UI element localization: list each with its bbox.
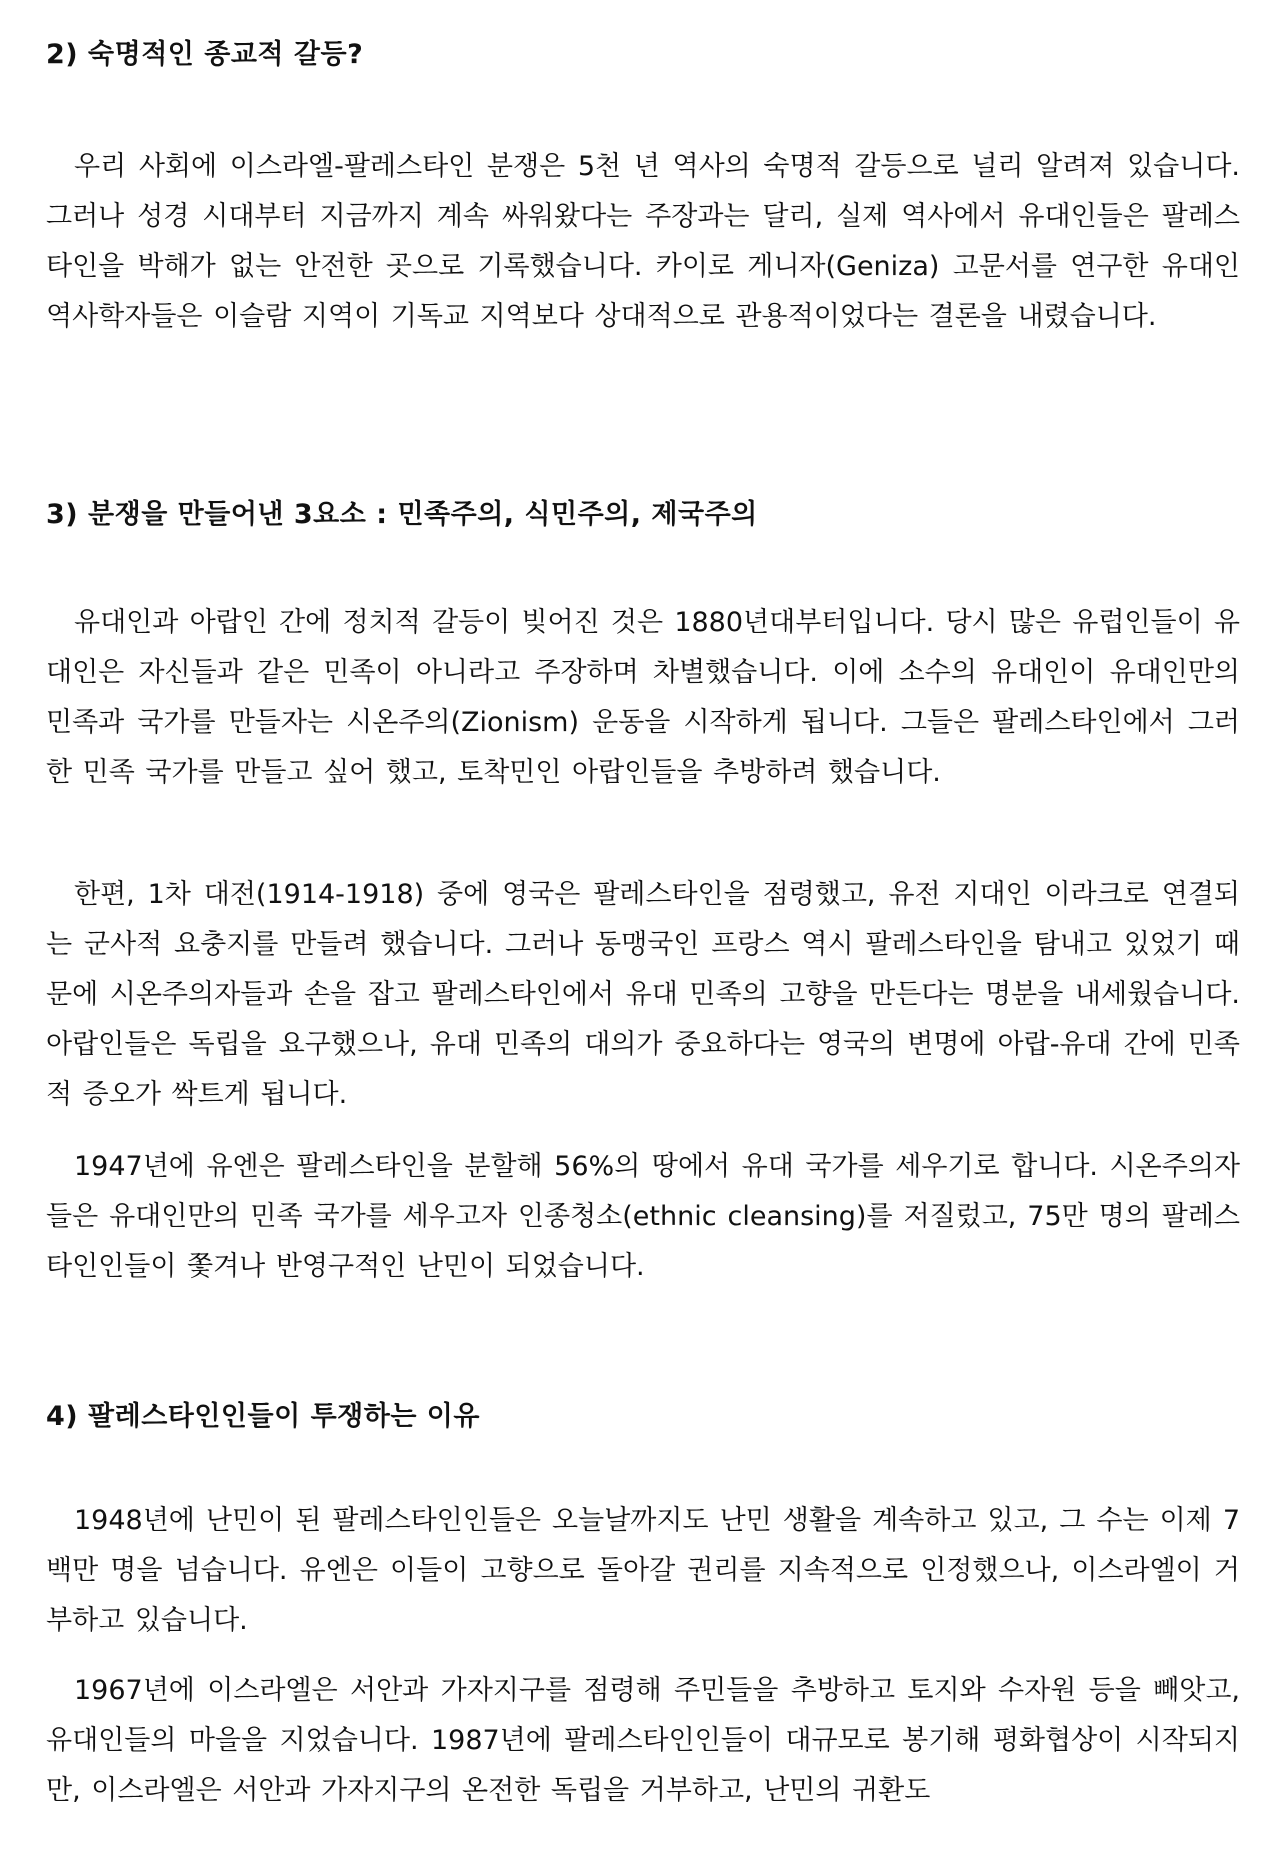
section-heading-2: 2) 숙명적인 종교적 갈등? — [46, 39, 364, 70]
section-2-paragraph-1: 우리 사회에 이스라엘-팔레스타인 분쟁은 5천 년 역사의 숙명적 갈등으로 널리 알려져 있습니다. 그러나 성경 시대부터 지금까지 계속 싸워왔다는 주장과는 달리, 실제 역사에서 유대인들은 팔레스타인을 박해가 없는 안전한 곳으로 기록했습니다. 카이로 게니자(Geniza) 고문서를 연구한 유대인 역사학자들은 이슬람 지역이 기독교 지역보다 상대적으로 관용적이었다는 결론을 내렸습니다. — [46, 151, 1240, 332]
section-heading-3: 3) 분쟁을 만들어낸 3요소 : 민족주의, 식민주의, 제국주의 — [46, 499, 758, 530]
section-3-paragraph-3: 1947년에 유엔은 팔레스타인을 분할해 56%의 땅에서 유대 국가를 세우기로 합니다. 시온주의자들은 유대인만의 민족 국가를 세우고자 인종청소(ethnic cleansing)를 저질렀고, 75만 명의 팔레스타인인들이 쫓겨나 반영구적인 난민이 되었습니다. — [46, 1151, 1240, 1282]
section-3-paragraph-1: 유대인과 아랍인 간에 정치적 갈등이 빚어진 것은 1880년대부터입니다. 당시 많은 유럽인들이 유대인은 자신들과 같은 민족이 아니라고 주장하며 차별했습니다. 이에 소수의 유대인이 유대인만의 민족과 국가를 만들자는 시온주의(Zionism) 운동을 시작하게 됩니다. 그들은 팔레스타인에서 그러한 민족 국가를 만들고 싶어 했고, 토착민인 아랍인들을 추방하려 했습니다. — [46, 607, 1240, 788]
section-heading-4: 4) 팔레스타인인들이 투쟁하는 이유 — [46, 1401, 480, 1432]
section-4-paragraph-2: 1967년에 이스라엘은 서안과 가자지구를 점령해 주민들을 추방하고 토지와 수자원 등을 빼앗고, 유대인들의 마을을 지었습니다. 1987년에 팔레스타인인들이 대규모로 봉기해 평화협상이 시작되지만, 이스라엘은 서안과 가자지구의 온전한 독립을 거부하고, 난민의 귀환도 — [46, 1675, 1240, 1806]
section-4-paragraph-1: 1948년에 난민이 된 팔레스타인인들은 오늘날까지도 난민 생활을 계속하고 있고, 그 수는 이제 7백만 명을 넘습니다. 유엔은 이들이 고향으로 돌아갈 권리를 지속적으로 인정했으나, 이스라엘이 거부하고 있습니다. — [46, 1505, 1240, 1636]
section-3-paragraph-2: 한편, 1차 대전(1914-1918) 중에 영국은 팔레스타인을 점령했고, 유전 지대인 이라크로 연결되는 군사적 요충지를 만들려 했습니다. 그러나 동맹국인 프랑스 역시 팔레스타인을 탐내고 있었기 때문에 시온주의자들과 손을 잡고 팔레스타인에서 유대 민족의 고향을 만든다는 명분을 내세웠습니다. 아랍인들은 독립을 요구했으나, 유대 민족의 대의가 중요하다는 영국의 변명에 아랍-유대 간에 민족적 증오가 싹트게 됩니다. — [46, 879, 1240, 1110]
